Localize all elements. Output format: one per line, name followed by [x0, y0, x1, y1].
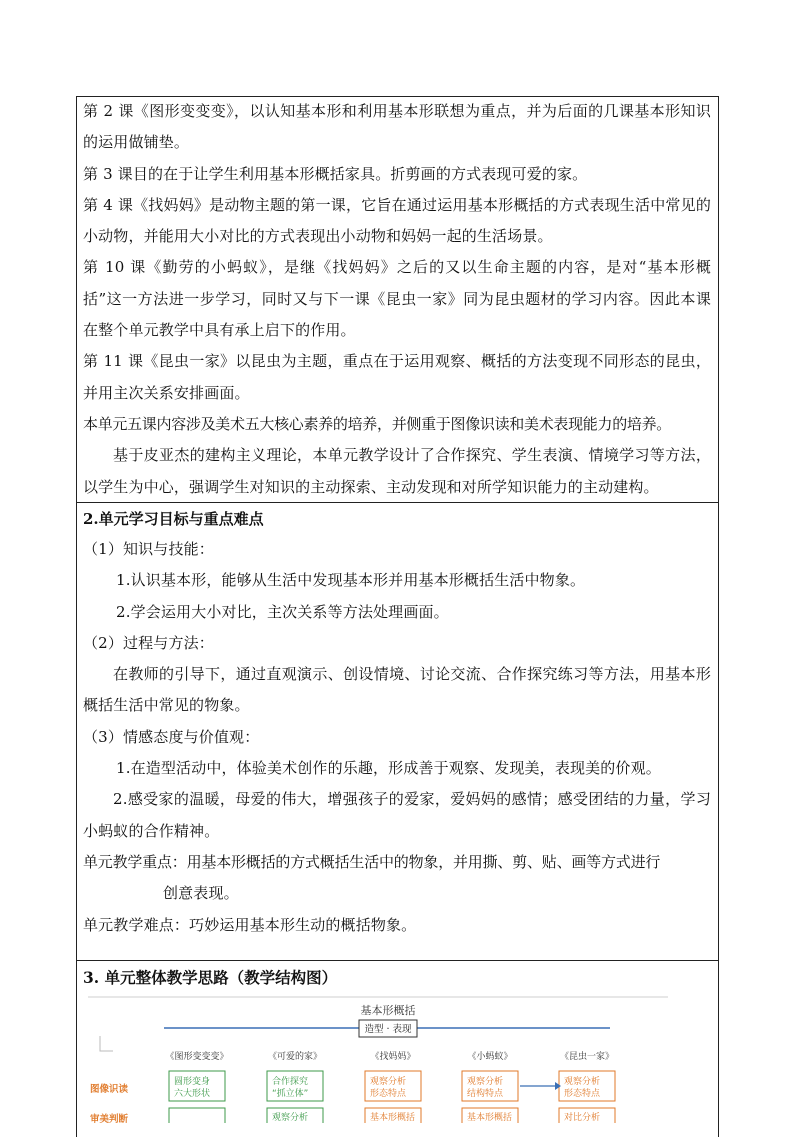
concept-box-row2-text: 基本形概括	[467, 1113, 513, 1123]
key-point-line-2: 创意表现。	[163, 884, 239, 903]
key-point-line-1: 单元教学重点：用基本形概括的方式概括生活中的物象，并用撕、剪、贴、画等方式进行	[83, 852, 661, 871]
emotion-item-1: 1.在造型活动中，体验美术创作的乐趣，形成善于观察、发现美，表现美的价观。	[116, 759, 661, 778]
diagram-title: 基本形概括	[360, 1004, 416, 1017]
concept-box-text: 合作探究	[272, 1077, 309, 1087]
literacy-paragraph: 本单元五课内容涉及美术五大核心素养的培养，并侧重于图像识读和美术表现能力的培养。	[83, 414, 672, 433]
concept-box-text: 六大形状	[174, 1089, 211, 1099]
emotion-item-2: 2.感受家的温暖，母爱的伟大，增强孩子的爱家，爱妈妈的感情；感受团结的力量，学习小蚂蚁的合作精神。	[83, 790, 711, 840]
lesson-11-paragraph: 第 11 课《昆虫一家》以昆虫为主题，重点在于运用观察、概括的方法变现不同形态的昆虫，并用主次关系安排画面。	[83, 352, 711, 402]
row-divider-2	[76, 960, 718, 961]
lesson-10-paragraph: 第 10 课《勤劳的小蚂蚁》，是继《找妈妈》之后的又以生命主题的内容，是对“基本形概括”这一方法进一步学习，同时又与下一课《昆虫一家》同为昆虫题材的学习内容。因此本课在整个单元教学中具有承上启下的作用。	[83, 258, 711, 340]
concept-box-text: 观察分析	[467, 1077, 504, 1087]
center-label: 造型 · 表现	[364, 1024, 412, 1035]
concept-box-text: 圆形变身	[174, 1077, 211, 1087]
knowledge-item-2: 2.学会运用大小对比，主次关系等方法处理画面。	[116, 602, 449, 621]
knowledge-skills-heading: （1）知识与技能：	[83, 540, 214, 558]
concept-box-row2	[169, 1108, 225, 1123]
concept-box-row2-text: 观察分析	[272, 1113, 309, 1123]
lesson-label: 《昆虫一家》	[559, 1052, 615, 1062]
row-label: 图像识读	[90, 1084, 129, 1095]
corner-mark	[100, 1036, 113, 1051]
structure-heading: 3. 单元整体教学思路（教学结构图）	[83, 968, 338, 987]
concept-box-row2-text: 对比分析	[564, 1113, 601, 1123]
structure-cell	[83, 963, 711, 993]
objectives-heading: 2.单元学习目标与重点难点	[83, 510, 264, 528]
method-paragraph: 基于皮亚杰的建构主义理论，本单元教学设计了合作探究、学生表演、情境学习等方法，以学生为中心，强调学生对知识的主动探索、主动发现和对所学知识能力的主动建构。	[83, 446, 711, 496]
knowledge-item-1: 1.认识基本形，能够从生活中发现基本形并用基本形概括生活中物象。	[116, 571, 586, 590]
row-label: 审美判断	[90, 1114, 129, 1123]
concept-box-text: 观察分析	[370, 1077, 407, 1087]
teaching-structure-diagram	[80, 992, 716, 1123]
process-method-heading: （2）过程与方法：	[83, 633, 214, 652]
lesson-label: 《小蚂蚁》	[467, 1052, 513, 1062]
lesson-2-paragraph: 第 2 课《图形变变变》，以认知基本形和利用基本形联想为重点，并为后面的几课基本形知识的运用做铺垫。	[83, 102, 711, 152]
concept-box-text: 结构特点	[467, 1089, 504, 1099]
lesson-label: 《找妈妈》	[370, 1052, 416, 1062]
process-method-text: 在教师的引导下，通过直观演示、创设情境、讨论交流、合作探究练习等方法，用基本形概括生活中常见的物象。	[83, 665, 711, 715]
objectives-cell	[83, 504, 711, 941]
lesson-label: 《可爱的家》	[267, 1052, 323, 1062]
concept-box-row2-text: 基本形概括	[370, 1113, 416, 1123]
unit-content-cell	[83, 96, 711, 503]
lesson-4-paragraph: 第 4 课《找妈妈》是动物主题的第一课，它旨在通过运用基本形概括的方式表现生活中常见的小动物，并能用大小对比的方式表现出小动物和妈妈一起的生活场景。	[83, 195, 711, 246]
concept-box-text: 形态特点	[564, 1089, 601, 1099]
concept-box-text: 形态特点	[370, 1089, 407, 1099]
concept-box-text: 观察分析	[564, 1077, 601, 1087]
emotion-values-heading: （3）情感态度与价值观：	[83, 727, 260, 746]
lesson-label: 《图形变变变》	[165, 1052, 229, 1062]
concept-box-text: “抓立体”	[272, 1089, 309, 1099]
lesson-3-paragraph: 第 3 课目的在于让学生利用基本形概括家具。折剪画的方式表现可爱的家。	[83, 164, 588, 183]
difficulty-line: 单元教学难点：巧妙运用基本形生动的概括物象。	[83, 915, 417, 934]
